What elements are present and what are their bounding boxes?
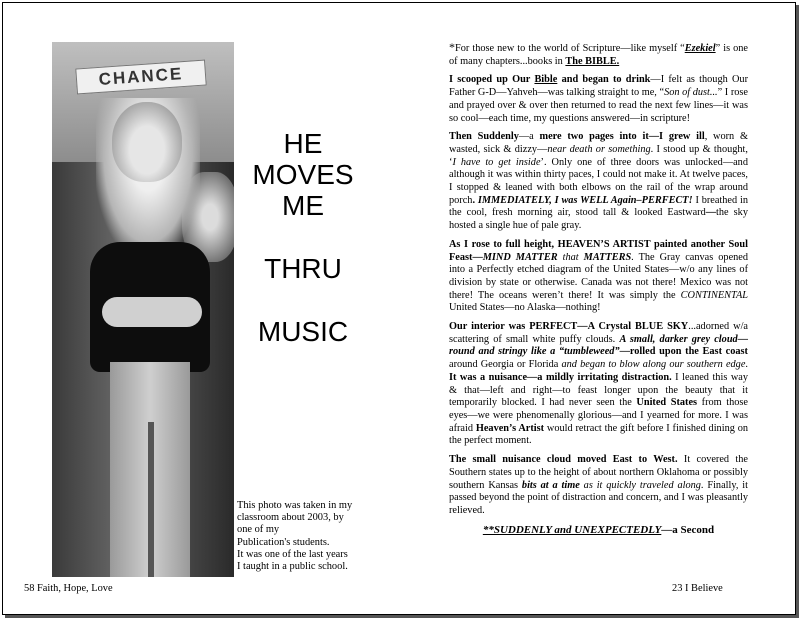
paragraph-1: I scooped up Our Bible and began to drink—I felt as though Our Father G-D—Yahveh—was talking straight to me, “Son of dust...” I rose and prayed over & over then returned to read the next few lines—it was so cool—each time, my questions answered—in scripture! bbox=[449, 74, 748, 124]
chance-sign: CHANCE bbox=[75, 59, 206, 94]
caption-line: one of my bbox=[237, 524, 280, 536]
headline-music: MUSIC bbox=[257, 316, 349, 347]
classroom-photo bbox=[52, 42, 234, 577]
headline-moves: MOVES bbox=[252, 159, 354, 190]
caption-line: I taught in a public school. bbox=[237, 561, 348, 573]
paragraph-5: The small nuisance cloud moved East to West. It covered the Southern states up to the height of about northern Oklahoma or possibly southern Kansas bits at a time as it quickly traveled along. Finally, it passed beyond the point of distraction and concern, and I was pleasantly relieved. bbox=[449, 454, 748, 516]
footer-left: 58 Faith, Hope, Love bbox=[24, 583, 113, 594]
woman-folded-arms bbox=[102, 297, 202, 327]
woman-head bbox=[112, 102, 182, 182]
paragraph-2: Then Suddenly—a mere two pages into it—I grew ill, worn & wasted, sick & dizzy—near death or something. I stood up & thought, ‘I have to get inside’. Only one of three doors was unlocked—and although it was within thirty paces, I could not make it. At twelve paces, I stopped & leaned with both elbows on the rail of the wrap around porch. IMMEDIATELY, I was WELL Again–PERFECT! I breathed in the cool, fresh morning air, stood tall & looked Eastward—the sky hosted a single hue of pale gray. bbox=[449, 131, 748, 232]
caption-line: It was one of the last years bbox=[237, 548, 348, 560]
intro-note: *For those new to the world of Scripture—like myself “Ezekiel” is one of many chapters...books in The BIBLE. bbox=[449, 40, 748, 67]
headline-thru: THRU bbox=[264, 253, 342, 284]
headline-he: HE bbox=[283, 128, 323, 159]
ezekiel-link: Ezekiel bbox=[684, 43, 716, 54]
caption-line: This photo was taken in my bbox=[237, 500, 353, 511]
photo-caption bbox=[237, 500, 357, 573]
caption-line: Publication's students. bbox=[237, 536, 330, 548]
jeans-gap bbox=[148, 422, 154, 577]
caption-line: classroom about 2003, by bbox=[237, 512, 344, 524]
paragraph-3: As I rose to full height, HEAVEN’S ARTIST painted another Soul Feast—MIND MATTER that MATTERS. The Gray canvas opened into a Perfectly etched diagram of the United States—w/o any lines of division by state or otherwise. Canada was not there! Mexico was not there! The oceans weren’t there! It was simply the CONTINENTAL United States—no Alaska—nothing! bbox=[449, 238, 749, 314]
paragraph-4: Our interior was PERFECT—A Crystal BLUE SKY...adorned w/a scattering of small white puffy clouds. A small, darker grey cloud—round and stringy like a “tumbleweed”—rolled upon the East coast around Georgia or Florida and began to blow along our southern edge. It was a nuisance—a mildly irritating distraction. I leaned this way & that—left and right—to feast longer upon the beauty that it temporarily blocked. I had never seen the United States from those eyes—we were phenomenally glorious—and I yearned for more. I was afraid Heaven’s Artist would retract the gift before I finished dining on the perfect moment. bbox=[449, 321, 748, 447]
body-column bbox=[449, 41, 748, 542]
headline-me: ME bbox=[282, 190, 324, 221]
footer-right: 23 I Believe bbox=[672, 583, 723, 594]
paragraph-6: **SUDDENLY and UNEXPECTEDLY—a Second bbox=[482, 523, 715, 536]
